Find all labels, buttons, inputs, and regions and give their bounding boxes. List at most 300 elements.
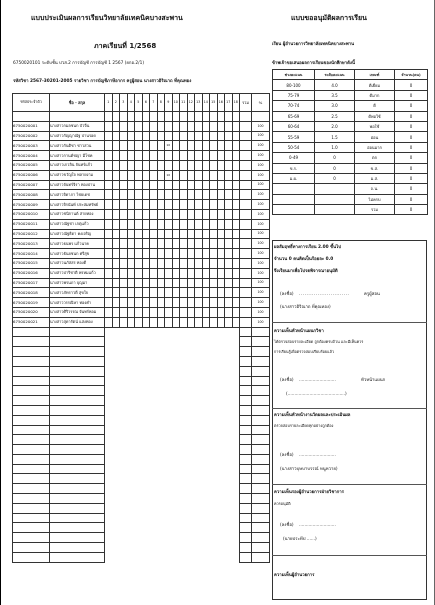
table-row [13, 141, 270, 151]
score-cell [135, 229, 143, 239]
score-cell [202, 160, 210, 170]
score-cell [225, 298, 233, 308]
table-cell [252, 513, 270, 523]
score-cell [195, 190, 203, 200]
table-cell [112, 543, 120, 553]
score-cell [157, 209, 165, 219]
table-cell [13, 454, 50, 464]
table-cell [210, 425, 218, 435]
score-cell [105, 249, 113, 259]
table-cell [127, 425, 135, 435]
grade-header: ระดับคะแนน [315, 70, 355, 80]
table-cell [180, 494, 188, 504]
table-cell [210, 356, 218, 366]
table-cell [172, 454, 180, 464]
table-cell [180, 337, 188, 347]
student-id: 6750020006 [13, 170, 50, 180]
dept-head-title: ความเห็นหัวหน้าแผนกวิชา [274, 329, 324, 334]
table-cell [252, 386, 270, 396]
table-cell [187, 366, 195, 376]
score-cell [172, 288, 180, 298]
score-cell [127, 170, 135, 180]
student-name: นางสาวณัฐชา เกตุแก้ว [50, 219, 105, 229]
table-cell [157, 445, 165, 455]
table-cell [157, 327, 165, 337]
table-row [13, 160, 270, 170]
score-cell [232, 268, 240, 278]
table-cell [210, 327, 218, 337]
score-cell [225, 219, 233, 229]
table-cell [157, 454, 165, 464]
score-cell [217, 317, 225, 327]
score-cell [172, 249, 180, 259]
score-cell [127, 298, 135, 308]
table-cell [135, 376, 143, 386]
table-cell [217, 494, 225, 504]
table-cell [195, 366, 203, 376]
score-cell [232, 180, 240, 190]
table-cell [112, 425, 120, 435]
table-cell [195, 533, 203, 543]
table-cell [165, 356, 173, 366]
table-cell [135, 494, 143, 504]
table-cell [50, 523, 105, 533]
score-cell [195, 239, 203, 249]
score-cell [142, 180, 150, 190]
table-cell [150, 523, 158, 533]
table-cell [240, 484, 252, 494]
table-cell [195, 327, 203, 337]
table-cell [105, 396, 113, 406]
table-cell [135, 112, 143, 122]
table-cell [142, 405, 150, 415]
table-cell [50, 543, 105, 553]
table-cell [150, 494, 158, 504]
score-cell [105, 239, 113, 249]
grade-row [273, 142, 428, 152]
score-cell [142, 298, 150, 308]
score-cell [150, 229, 158, 239]
table-cell [150, 484, 158, 494]
percent-cell: 100 [252, 160, 270, 170]
table-cell [150, 337, 158, 347]
score-cell [127, 307, 135, 317]
table-row [13, 298, 270, 308]
score-cell [150, 219, 158, 229]
score-cell [105, 190, 113, 200]
table-cell [50, 445, 105, 455]
score-cell [142, 160, 150, 170]
table-cell [240, 347, 252, 357]
table-cell [127, 454, 135, 464]
table-cell [232, 396, 240, 406]
table-cell [252, 484, 270, 494]
table-cell [13, 347, 50, 357]
score-cell [105, 131, 113, 141]
score-cell [202, 190, 210, 200]
score-cell [157, 298, 165, 308]
table-cell [157, 484, 165, 494]
score-cell [135, 160, 143, 170]
table-cell [112, 347, 120, 357]
table-cell [172, 366, 180, 376]
week-header: 2 [112, 94, 120, 112]
grade-cell: 0 [395, 153, 428, 163]
percent-cell: 100 [252, 268, 270, 278]
table-cell [165, 552, 173, 562]
table-cell [180, 474, 188, 484]
score-cell [232, 200, 240, 210]
table-cell [240, 552, 252, 562]
student-id: 6750020017 [13, 278, 50, 288]
table-cell [157, 112, 165, 122]
score-cell [142, 229, 150, 239]
score-cell [217, 209, 225, 219]
table-cell [195, 415, 203, 425]
table-cell [157, 435, 165, 445]
table-cell [13, 435, 50, 445]
table-cell [165, 435, 173, 445]
grade-row [273, 153, 428, 163]
table-cell [112, 356, 120, 366]
table-cell [150, 386, 158, 396]
table-cell [252, 425, 270, 435]
table-cell [195, 396, 203, 406]
score-cell [232, 298, 240, 308]
score-cell [232, 307, 240, 317]
score-cell [165, 239, 173, 249]
score-cell [225, 268, 233, 278]
table-cell [112, 474, 120, 484]
table-cell [202, 327, 210, 337]
table-cell [50, 474, 105, 484]
table-cell [142, 396, 150, 406]
table-cell [135, 405, 143, 415]
table-cell [135, 484, 143, 494]
table-cell [112, 337, 120, 347]
table-cell [150, 405, 158, 415]
week-header: 10 [172, 94, 180, 112]
percent-cell: 100 [252, 180, 270, 190]
grade-cell: 1.5 [315, 132, 355, 142]
grade-row [273, 173, 428, 183]
score-cell [172, 141, 180, 151]
table-cell [50, 112, 105, 122]
table-cell [120, 484, 128, 494]
table-cell [202, 405, 210, 415]
score-cell [142, 170, 150, 180]
score-cell [127, 268, 135, 278]
score-cell [187, 278, 195, 288]
table-cell [50, 337, 105, 347]
table-cell [232, 347, 240, 357]
table-cell [172, 396, 180, 406]
table-row [13, 288, 270, 298]
table-cell [157, 425, 165, 435]
table-cell [240, 396, 252, 406]
table-cell [210, 415, 218, 425]
table-cell [13, 327, 50, 337]
score-cell [165, 190, 173, 200]
table-cell [127, 503, 135, 513]
score-cell [232, 131, 240, 141]
score-cell [165, 229, 173, 239]
score-cell [135, 209, 143, 219]
table-cell [105, 415, 113, 425]
table-cell [150, 366, 158, 376]
table-cell [202, 474, 210, 484]
week-header: 16 [217, 94, 225, 112]
table-cell [127, 533, 135, 543]
table-cell [172, 337, 180, 347]
sign4-dots: ........................... [299, 523, 336, 528]
score-cell [120, 121, 128, 131]
score-cell [202, 288, 210, 298]
table-cell [135, 425, 143, 435]
table-cell [13, 552, 50, 562]
score-cell [195, 131, 203, 141]
table-cell [135, 513, 143, 523]
table-cell [13, 513, 50, 523]
table-cell [217, 474, 225, 484]
week-header: 15 [210, 94, 218, 112]
score-cell [142, 131, 150, 141]
score-cell [112, 239, 120, 249]
table-cell [172, 474, 180, 484]
percent-cell: 100 [252, 298, 270, 308]
table-cell [105, 366, 113, 376]
score-cell [187, 268, 195, 278]
score-cell [180, 258, 188, 268]
table-cell [165, 464, 173, 474]
grade-cell: ถ.น. [355, 184, 395, 194]
total-cell [240, 288, 252, 298]
table-cell [142, 386, 150, 396]
score-cell [112, 170, 120, 180]
score-cell [135, 200, 143, 210]
score-cell [112, 200, 120, 210]
table-cell [13, 356, 50, 366]
table-cell [202, 445, 210, 455]
score-cell [180, 160, 188, 170]
score-cell [135, 288, 143, 298]
table-cell [105, 543, 113, 553]
score-cell [180, 278, 188, 288]
table-cell [225, 347, 233, 357]
score-cell [112, 288, 120, 298]
score-cell [120, 307, 128, 317]
empty-row [13, 513, 270, 523]
table-cell [127, 415, 135, 425]
table-cell [157, 376, 165, 386]
score-cell [180, 229, 188, 239]
score-cell [120, 288, 128, 298]
score-cell [180, 268, 188, 278]
table-cell [217, 435, 225, 445]
table-cell [217, 513, 225, 523]
score-cell [127, 180, 135, 190]
score-cell [225, 317, 233, 327]
table-row [13, 131, 270, 141]
week-header: 13 [195, 94, 203, 112]
table-cell [195, 513, 203, 523]
table-cell [195, 484, 203, 494]
table-cell [165, 494, 173, 504]
score-cell [150, 141, 158, 151]
total-cell [240, 307, 252, 317]
percent-cell: 100 [252, 278, 270, 288]
empty-row [13, 415, 270, 425]
table-cell [195, 494, 203, 504]
table-cell [50, 464, 105, 474]
percent-cell: 100 [252, 200, 270, 210]
table-cell [105, 435, 113, 445]
table-cell [13, 484, 50, 494]
table-cell [50, 356, 105, 366]
score-cell [157, 121, 165, 131]
table-cell [225, 435, 233, 445]
week-header: 6 [142, 94, 150, 112]
table-cell [252, 474, 270, 484]
table-cell [135, 454, 143, 464]
table-cell [127, 552, 135, 562]
table-cell [172, 112, 180, 122]
score-cell [135, 190, 143, 200]
grade-cell: 4.0 [315, 80, 355, 90]
total-cell [240, 268, 252, 278]
table-cell [135, 543, 143, 553]
table-cell [232, 366, 240, 376]
table-cell [210, 454, 218, 464]
table-cell [252, 445, 270, 455]
score-cell [232, 160, 240, 170]
table-cell [210, 396, 218, 406]
table-cell [240, 356, 252, 366]
table-cell [142, 484, 150, 494]
table-cell [165, 337, 173, 347]
score-cell [142, 288, 150, 298]
grade-header: จำนวน(คน) [395, 70, 428, 80]
week-header: 7 [150, 94, 158, 112]
week-header: 3 [120, 94, 128, 112]
score-cell [150, 317, 158, 327]
score-cell [150, 151, 158, 161]
score-cell [157, 170, 165, 180]
table-cell [232, 376, 240, 386]
table-cell [105, 523, 113, 533]
table-cell [187, 396, 195, 406]
table-cell [172, 347, 180, 357]
table-cell [105, 474, 113, 484]
grade-cell: 0 [395, 132, 428, 142]
score-cell [150, 131, 158, 141]
score-cell [112, 249, 120, 259]
score-cell [127, 249, 135, 259]
table-cell [217, 327, 225, 337]
table-cell [135, 464, 143, 474]
empty-row [13, 356, 270, 366]
score-cell [180, 141, 188, 151]
table-cell [217, 552, 225, 562]
score-cell [195, 151, 203, 161]
table-cell [105, 337, 113, 347]
sign1-role: ครูผู้สอน [364, 292, 380, 297]
score-cell [232, 249, 240, 259]
score-cell [157, 229, 165, 239]
week-header: 17 [225, 94, 233, 112]
table-cell [120, 425, 128, 435]
score-cell [210, 131, 218, 141]
table-cell [112, 445, 120, 455]
score-cell [172, 190, 180, 200]
table-cell [252, 376, 270, 386]
table-cell [202, 533, 210, 543]
table-cell [142, 376, 150, 386]
table-cell [142, 327, 150, 337]
score-cell [225, 160, 233, 170]
table-cell [180, 366, 188, 376]
table-cell [180, 435, 188, 445]
table-cell [195, 386, 203, 396]
table-cell [172, 356, 180, 366]
table-cell [127, 445, 135, 455]
score-cell [112, 258, 120, 268]
score-cell [232, 219, 240, 229]
score-cell [172, 258, 180, 268]
sign3-dots: ........................... [299, 453, 336, 458]
empty-row [13, 405, 270, 415]
student-id: 6750020013 [13, 239, 50, 249]
score-cell [210, 229, 218, 239]
score-cell [150, 239, 158, 249]
table-cell [165, 415, 173, 425]
table-cell [202, 425, 210, 435]
table-cell [217, 347, 225, 357]
week-header: 9 [165, 94, 173, 112]
table-cell [165, 396, 173, 406]
score-cell [142, 209, 150, 219]
table-row [13, 151, 270, 161]
empty-row [13, 376, 270, 386]
table-cell [112, 386, 120, 396]
score-cell [217, 170, 225, 180]
score-cell [217, 121, 225, 131]
table-cell [232, 386, 240, 396]
score-cell [187, 239, 195, 249]
director-title: ความเห็นผู้อำนวยการ [274, 573, 315, 578]
table-cell [172, 425, 180, 435]
table-cell [50, 552, 105, 562]
table-cell [252, 494, 270, 504]
table-cell [210, 445, 218, 455]
table-cell [187, 513, 195, 523]
table-cell [240, 366, 252, 376]
table-cell [142, 347, 150, 357]
score-cell [135, 131, 143, 141]
table-cell [127, 435, 135, 445]
percent-cell: 100 [252, 258, 270, 268]
score-cell [202, 219, 210, 229]
table-cell [210, 464, 218, 474]
score-cell [135, 170, 143, 180]
table-cell [120, 523, 128, 533]
score-cell [172, 170, 180, 180]
table-cell [150, 474, 158, 484]
score-cell [105, 268, 113, 278]
table-cell [127, 464, 135, 474]
table-cell [210, 112, 218, 122]
score-cell [165, 151, 173, 161]
